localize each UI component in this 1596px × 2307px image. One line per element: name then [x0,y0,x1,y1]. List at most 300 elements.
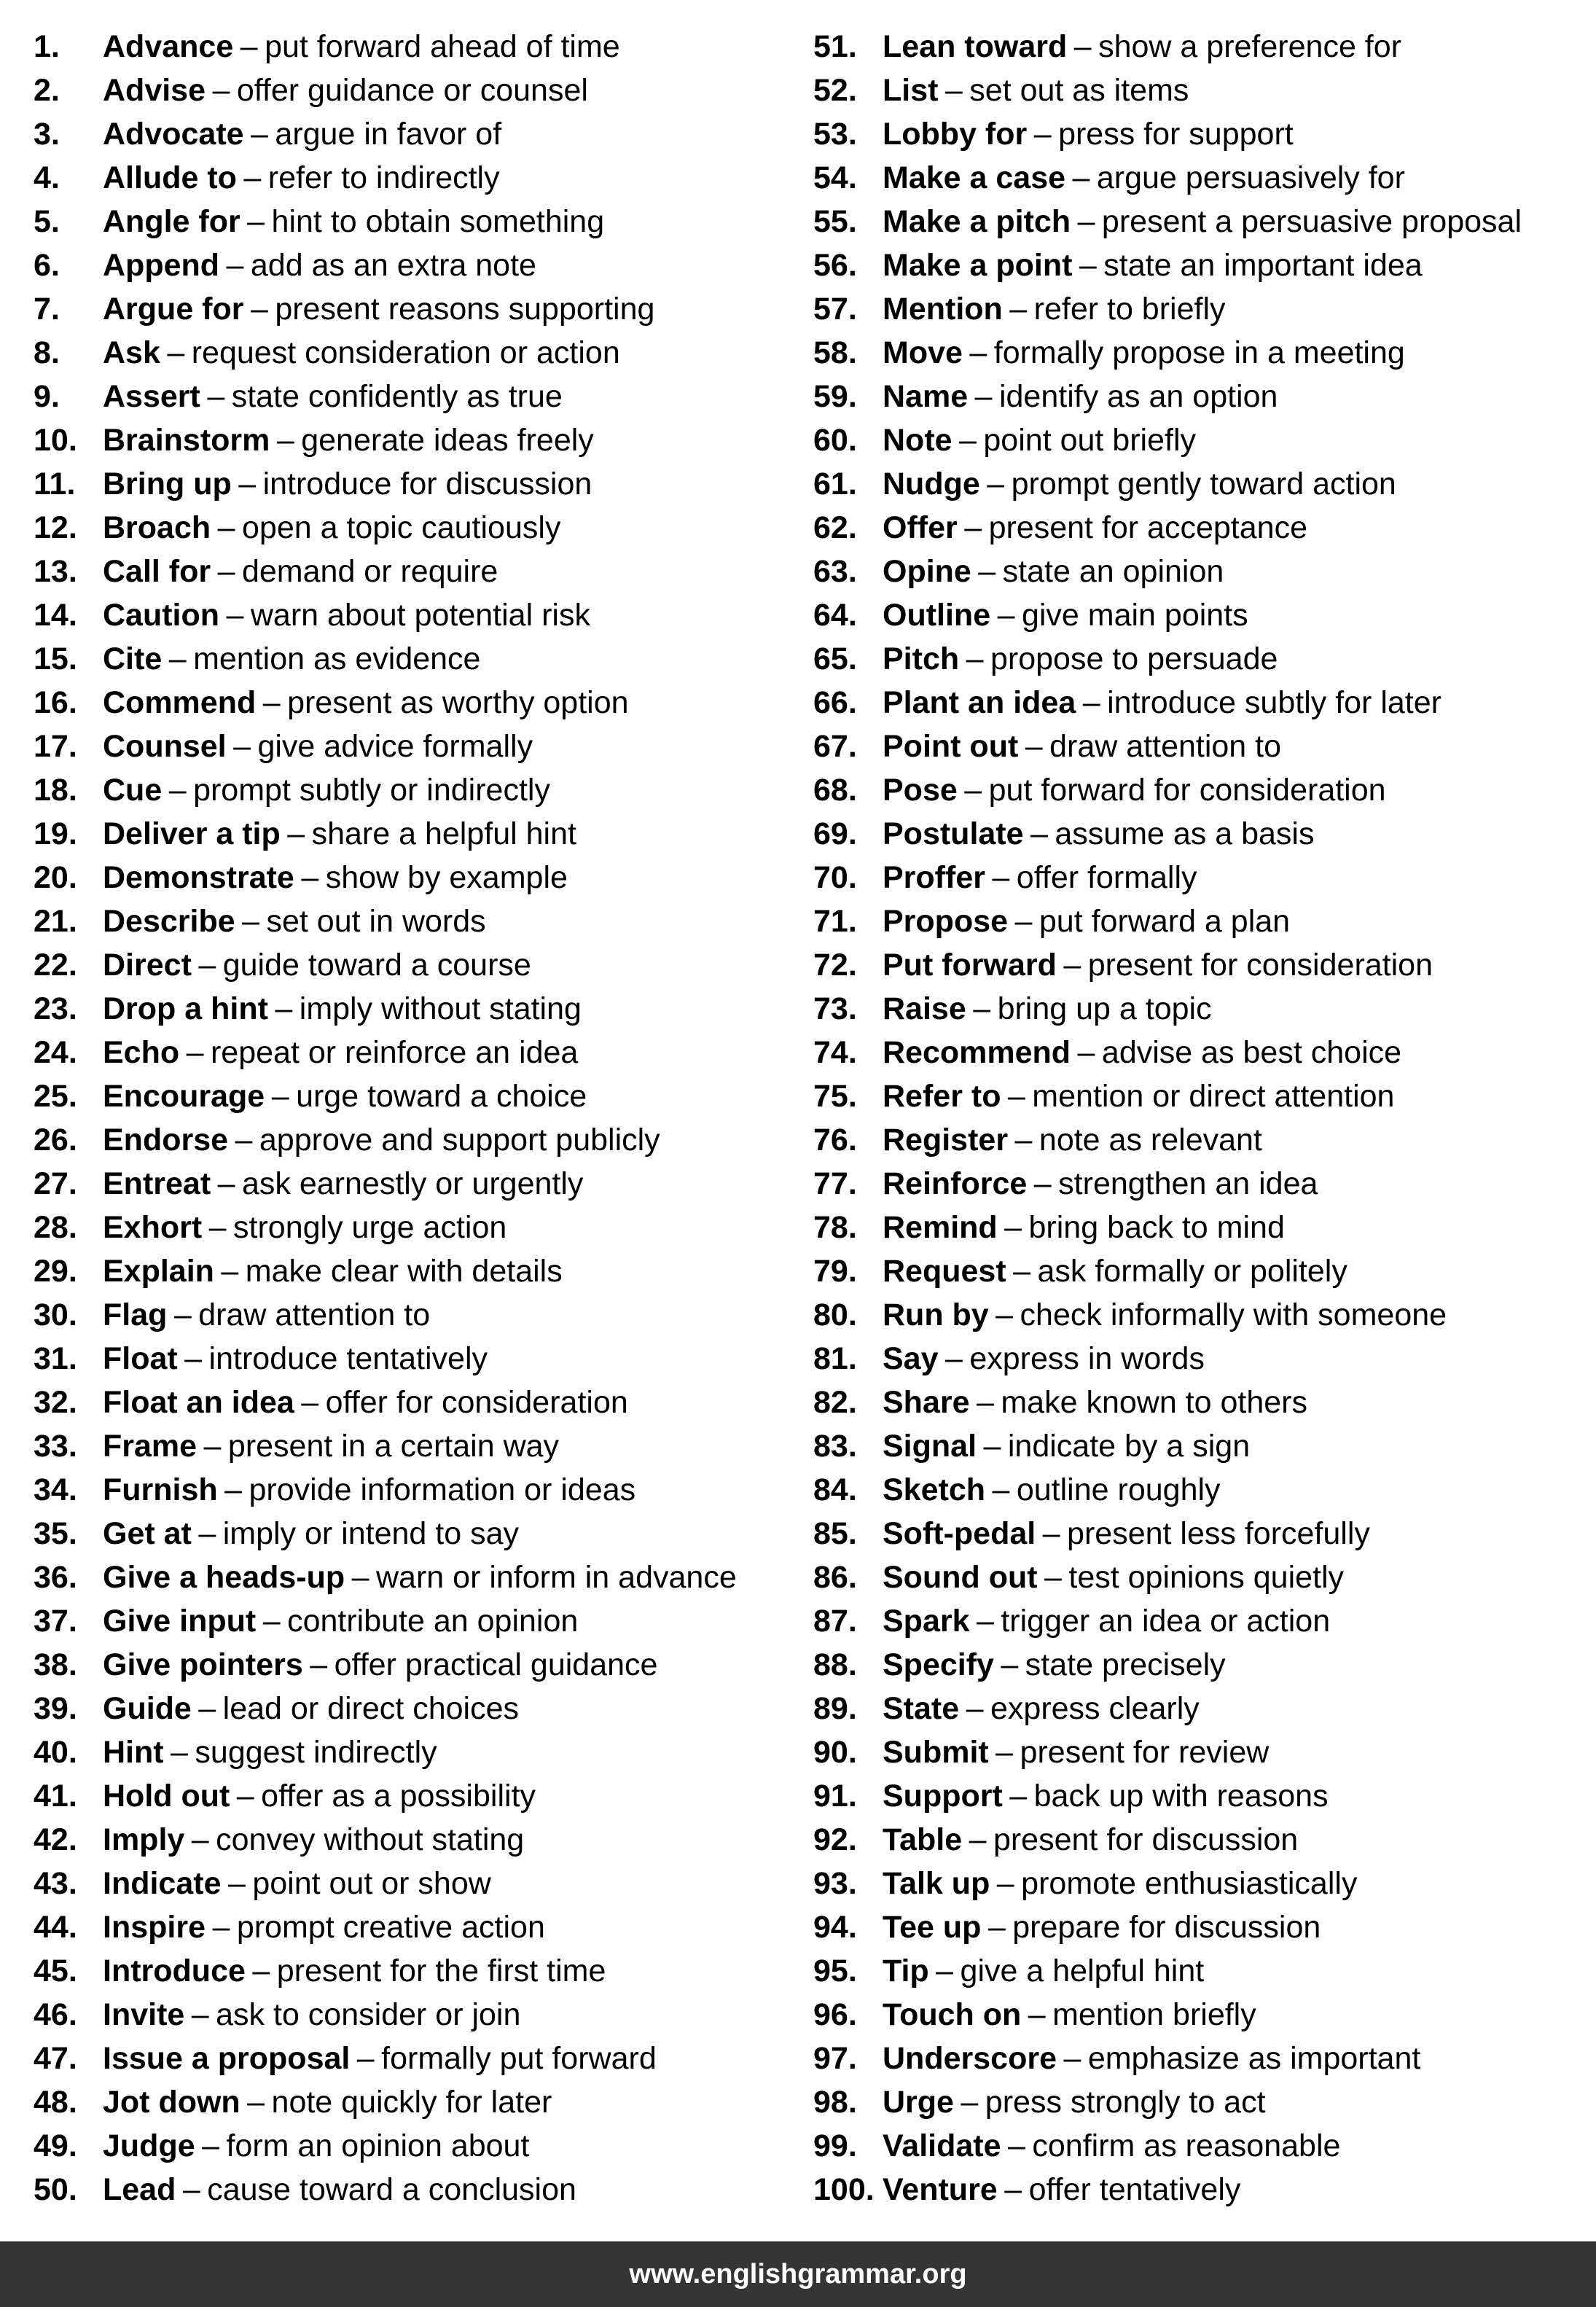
item-separator: – [236,1779,254,1814]
item-term: Recommend [883,1035,1071,1070]
item-number: 72. [813,948,857,983]
item-term: Put forward [883,948,1057,983]
item-definition: bring back to mind [1028,1210,1285,1245]
item-separator: – [1073,29,1092,64]
item-number: 44. [34,1910,77,1945]
item-term: State [883,1691,960,1726]
item-definition: strengthen an idea [1058,1166,1318,1201]
item-term: Direct [103,948,192,983]
item-separator: – [271,1079,289,1114]
item-term: Demonstrate [103,860,294,895]
item-definition: present less forcefully [1067,1516,1370,1551]
item-separator: – [983,1429,1001,1464]
item-term: Table [883,1822,963,1857]
item-separator: – [1007,1079,1025,1114]
item-definition: press for support [1058,117,1294,152]
item-number: 99. [813,2128,857,2163]
item-term: Offer [883,510,958,545]
list-item [813,637,1596,681]
list-item [813,1249,1596,1293]
item-number: 14. [34,598,77,633]
list-item [34,375,821,418]
list-item [34,2168,821,2212]
list-item [813,331,1596,375]
item-definition: present for discussion [993,1822,1299,1857]
item-term: Endorse [103,1123,229,1158]
item-term: Postulate [883,816,1024,851]
list-item [813,1293,1596,1337]
item-definition: present a persuasive proposal [1101,204,1522,239]
item-term: Brainstorm [103,423,270,458]
item-separator: – [235,1123,253,1158]
item-separator: – [1063,948,1081,983]
list-item [813,200,1596,243]
list-item [34,1381,821,1424]
item-term: Exhort [103,1210,203,1245]
item-definition: put forward a plan [1038,904,1291,939]
list-item [34,1643,821,1687]
item-separator: – [224,1472,243,1507]
item-separator: – [976,1604,994,1639]
item-definition: check informally with someone [1020,1297,1447,1332]
item-number: 95. [813,1953,857,1988]
list-item [34,1774,821,1818]
item-number: 50. [34,2172,77,2207]
item-term: Spark [883,1604,970,1639]
item-term: Give pointers [103,1647,303,1682]
item-number: 23. [34,991,77,1026]
list-item [813,1031,1596,1074]
item-separator: – [1033,117,1052,152]
list-item [813,1074,1596,1118]
item-separator: – [198,1516,216,1551]
item-term: Note [883,423,952,458]
item-number: 8. [34,335,60,370]
item-number: 49. [34,2128,77,2163]
item-definition: demand or require [241,554,498,589]
word-list-left-column [34,25,821,2212]
item-term: Counsel [103,729,227,764]
item-definition: make known to others [1001,1385,1308,1420]
item-definition: back up with reasons [1033,1779,1329,1814]
item-definition: present for consideration [1087,948,1433,983]
item-number: 87. [813,1604,857,1639]
item-number: 33. [34,1429,77,1464]
item-term: Lobby for [883,117,1028,152]
item-number: 20. [34,860,77,895]
item-definition: trigger an idea or action [1001,1604,1331,1639]
item-number: 94. [813,1910,857,1945]
item-definition: advise as best choice [1101,1035,1402,1070]
list-item [34,1993,821,2037]
item-number: 71. [813,904,857,939]
item-separator: – [276,423,294,458]
item-term: Remind [883,1210,998,1245]
item-separator: – [944,1341,963,1376]
list-item [813,1862,1596,1905]
list-item [34,856,821,899]
item-number: 43. [34,1866,77,1901]
list-item [34,112,821,156]
item-term: Entreat [103,1166,211,1201]
list-item [813,506,1596,550]
list-item [34,287,821,331]
item-number: 47. [34,2041,77,2076]
item-separator: – [182,2172,200,2207]
item-definition: offer guidance or counsel [236,73,588,108]
list-item [34,1905,821,1949]
item-number: 17. [34,729,77,764]
list-item [34,725,821,768]
item-separator: – [1030,816,1048,851]
item-number: 41. [34,1779,77,1814]
item-separator: – [1007,2128,1025,2163]
item-definition: give a helpful hint [960,1953,1205,1988]
item-separator: – [1077,204,1095,239]
item-separator: – [1042,1516,1060,1551]
item-term: Refer to [883,1079,1001,1114]
list-item [34,1337,821,1381]
item-definition: cause toward a conclusion [207,2172,576,2207]
item-term: Advocate [103,117,244,152]
item-term: Drop a hint [103,991,268,1026]
item-term: Explain [103,1254,214,1289]
item-number: 3. [34,117,60,152]
list-item [34,2124,821,2168]
item-definition: set out as items [969,73,1189,108]
item-term: Point out [883,729,1019,764]
item-term: Nudge [883,467,980,501]
item-definition: state an opinion [1002,554,1224,589]
list-item [813,1118,1596,1162]
item-definition: ask to consider or join [216,1997,521,2032]
item-separator: – [203,1429,222,1464]
item-definition: prompt subtly or indirectly [193,773,550,808]
item-definition: approve and support publicly [259,1123,660,1158]
item-number: 82. [813,1385,857,1420]
item-separator: – [262,1604,281,1639]
item-term: Pitch [883,641,960,676]
item-definition: note as relevant [1038,1123,1262,1158]
item-term: Describe [103,904,235,939]
list-item [813,1555,1596,1599]
list-item [813,2168,1596,2212]
item-term: Bring up [103,467,232,501]
list-item [813,1206,1596,1249]
list-item [34,331,821,375]
item-number: 19. [34,816,77,851]
item-number: 35. [34,1516,77,1551]
item-definition: offer formally [1016,860,1197,895]
item-term: Cite [103,641,163,676]
item-separator: – [964,510,982,545]
item-separator: – [171,1735,188,1770]
item-term: Guide [103,1691,192,1726]
item-number: 4. [34,160,60,195]
item-term: Furnish [103,1472,218,1507]
item-definition: refer to indirectly [267,160,500,195]
item-term: Hold out [103,1779,230,1814]
item-number: 76. [813,1123,857,1158]
list-item [34,550,821,593]
item-separator: – [995,1297,1014,1332]
item-definition: prompt creative action [236,1910,545,1945]
item-number: 54. [813,160,857,195]
item-separator: – [996,1866,1014,1901]
item-term: Lead [103,2172,176,2207]
list-item [813,1730,1596,1774]
item-definition: test opinions quietly [1068,1560,1345,1595]
list-item [813,112,1596,156]
item-separator: – [961,2085,979,2120]
item-definition: show a preference for [1098,29,1401,64]
item-separator: – [287,816,305,851]
item-term: Introduce [103,1953,246,1988]
item-number: 6. [34,248,60,283]
item-separator: – [976,1385,994,1420]
list-item [813,287,1596,331]
item-term: Indicate [103,1866,222,1901]
list-item [34,1599,821,1643]
item-definition: present for the first time [276,1953,606,1988]
item-separator: – [351,1560,369,1595]
item-definition: argue persuasively for [1096,160,1405,195]
item-term: Opine [883,554,971,589]
item-term: Deliver a tip [103,816,281,851]
item-separator: – [310,1647,328,1682]
item-term: Pose [883,773,958,808]
list-item [34,1555,821,1599]
item-separator: – [202,2128,220,2163]
item-number: 12. [34,510,77,545]
list-item [813,1643,1596,1687]
item-separator: – [168,773,187,808]
item-term: Support [883,1779,1003,1814]
list-item [34,1162,821,1206]
item-number: 90. [813,1735,857,1770]
item-term: Imply [103,1822,185,1857]
item-term: Make a case [883,160,1066,195]
item-definition: outline roughly [1016,1472,1221,1507]
list-item [813,462,1596,506]
item-number: 75. [813,1079,857,1114]
item-term: Get at [103,1516,192,1551]
item-definition: introduce subtly for later [1107,685,1442,720]
item-term: Make a pitch [883,204,1071,239]
item-definition: mention or direct attention [1032,1079,1395,1114]
item-number: 32. [34,1385,77,1420]
list-item [813,156,1596,200]
item-separator: – [250,292,268,327]
item-term: Sound out [883,1560,1038,1595]
item-term: Venture [883,2172,998,2207]
item-separator: – [992,1472,1010,1507]
list-item [34,987,821,1031]
item-separator: – [252,1953,270,1988]
item-definition: contribute an opinion [287,1604,579,1639]
item-number: 64. [813,598,857,633]
item-term: Flag [103,1297,168,1332]
footer-bar [0,2241,1596,2307]
list-item [813,943,1596,987]
item-number: 25. [34,1079,77,1114]
item-separator: – [978,554,996,589]
item-definition: present in a certain way [227,1429,560,1464]
list-item [34,1424,821,1468]
item-definition: argue in favor of [275,117,502,152]
item-separator: – [212,73,230,108]
item-number: 63. [813,554,857,589]
item-definition: promote enthusiastically [1021,1866,1358,1901]
item-term: Run by [883,1297,989,1332]
item-separator: – [1082,685,1100,720]
item-number: 70. [813,860,857,895]
item-term: Invite [103,1997,185,2032]
item-number: 60. [813,423,857,458]
item-term: Hint [103,1735,164,1770]
list-item [813,1599,1596,1643]
item-definition: state confidently as true [231,379,563,414]
list-item [813,1993,1596,2037]
list-item [813,1512,1596,1555]
list-item [34,2037,821,2080]
item-definition: ask formally or politely [1037,1254,1347,1289]
item-number: 45. [34,1953,77,1988]
item-definition: put forward for consideration [988,773,1386,808]
item-separator: – [233,729,251,764]
item-definition: suggest indirectly [195,1735,437,1770]
item-separator: – [1014,904,1033,939]
item-term: Assert [103,379,200,414]
item-term: Float an idea [103,1385,294,1420]
item-number: 46. [34,1997,77,2032]
item-term: Give a heads-up [103,1560,345,1595]
item-definition: introduce tentatively [208,1341,488,1376]
list-item [813,1905,1596,1949]
list-item [813,375,1596,418]
item-number: 81. [813,1341,857,1376]
list-item [34,899,821,943]
item-definition: present for acceptance [988,510,1307,545]
item-separator: – [242,904,260,939]
list-item [813,1949,1596,1993]
item-separator: – [217,554,235,589]
item-term: Encourage [103,1079,265,1114]
item-number: 100. [813,2172,875,2207]
item-definition: assume as a basis [1055,816,1315,851]
item-term: Signal [883,1429,977,1464]
item-definition: identify as an option [998,379,1278,414]
item-definition: point out briefly [983,423,1197,458]
list-item [813,1818,1596,1862]
item-separator: – [974,379,993,414]
item-separator: – [184,1341,203,1376]
item-number: 53. [813,117,857,152]
item-number: 67. [813,729,857,764]
item-definition: confirm as reasonable [1032,2128,1341,2163]
item-term: Issue a proposal [103,2041,351,2076]
item-definition: provide information or ideas [249,1472,636,1507]
list-item [813,681,1596,725]
list-item [34,200,821,243]
item-separator: – [966,641,984,676]
item-separator: – [247,204,265,239]
item-definition: lead or direct choices [222,1691,519,1726]
item-number: 88. [813,1647,857,1682]
item-separator: – [240,29,258,64]
item-number: 69. [813,816,857,851]
item-definition: open a topic cautiously [241,510,561,545]
item-definition: warn or inform in advance [376,1560,737,1595]
item-definition: imply or intend to say [222,1516,519,1551]
item-separator: – [969,335,987,370]
list-item [34,1687,821,1730]
list-item [34,943,821,987]
list-item [34,506,821,550]
item-number: 11. [34,467,76,501]
item-separator: – [238,467,257,501]
list-item [813,550,1596,593]
item-definition: share a helpful hint [311,816,576,851]
list-item [813,1337,1596,1381]
item-number: 21. [34,904,77,939]
list-item [813,1687,1596,1730]
item-separator: – [997,598,1015,633]
item-separator: – [247,2085,265,2120]
item-number: 16. [34,685,77,720]
list-item [813,856,1596,899]
item-number: 62. [813,510,857,545]
item-definition: indicate by a sign [1007,1429,1251,1464]
word-list-right-column [813,25,1596,2212]
item-definition: ask earnestly or urgently [241,1166,584,1201]
item-separator: – [226,598,244,633]
item-term: Argue for [103,292,244,327]
item-definition: guide toward a course [222,948,531,983]
item-number: 91. [813,1779,857,1814]
item-definition: put forward ahead of time [265,29,620,64]
list-item [34,418,821,462]
item-separator: – [198,1691,216,1726]
item-number: 15. [34,641,77,676]
item-separator: – [356,2041,375,2076]
item-number: 66. [813,685,857,720]
list-item [813,2080,1596,2124]
list-item [34,637,821,681]
item-number: 24. [34,1035,77,1070]
item-definition: imply without stating [299,991,582,1026]
item-number: 57. [813,292,857,327]
item-term: Angle for [103,204,240,239]
item-separator: – [217,1166,235,1201]
list-item [34,1206,821,1249]
item-term: Make a point [883,248,1073,283]
item-term: Request [883,1254,1006,1289]
item-definition: offer as a possibility [261,1779,536,1814]
item-separator: – [1077,1035,1095,1070]
list-item [34,1949,821,1993]
item-definition: offer tentatively [1028,2172,1241,2207]
list-item [34,812,821,856]
item-number: 40. [34,1735,77,1770]
item-separator: – [1028,1997,1046,2032]
item-term: Move [883,335,963,370]
item-term: Touch on [883,1997,1022,2032]
item-term: Tee up [883,1910,982,1945]
item-separator: – [226,248,244,283]
item-separator: – [207,379,225,414]
list-item [34,1862,821,1905]
